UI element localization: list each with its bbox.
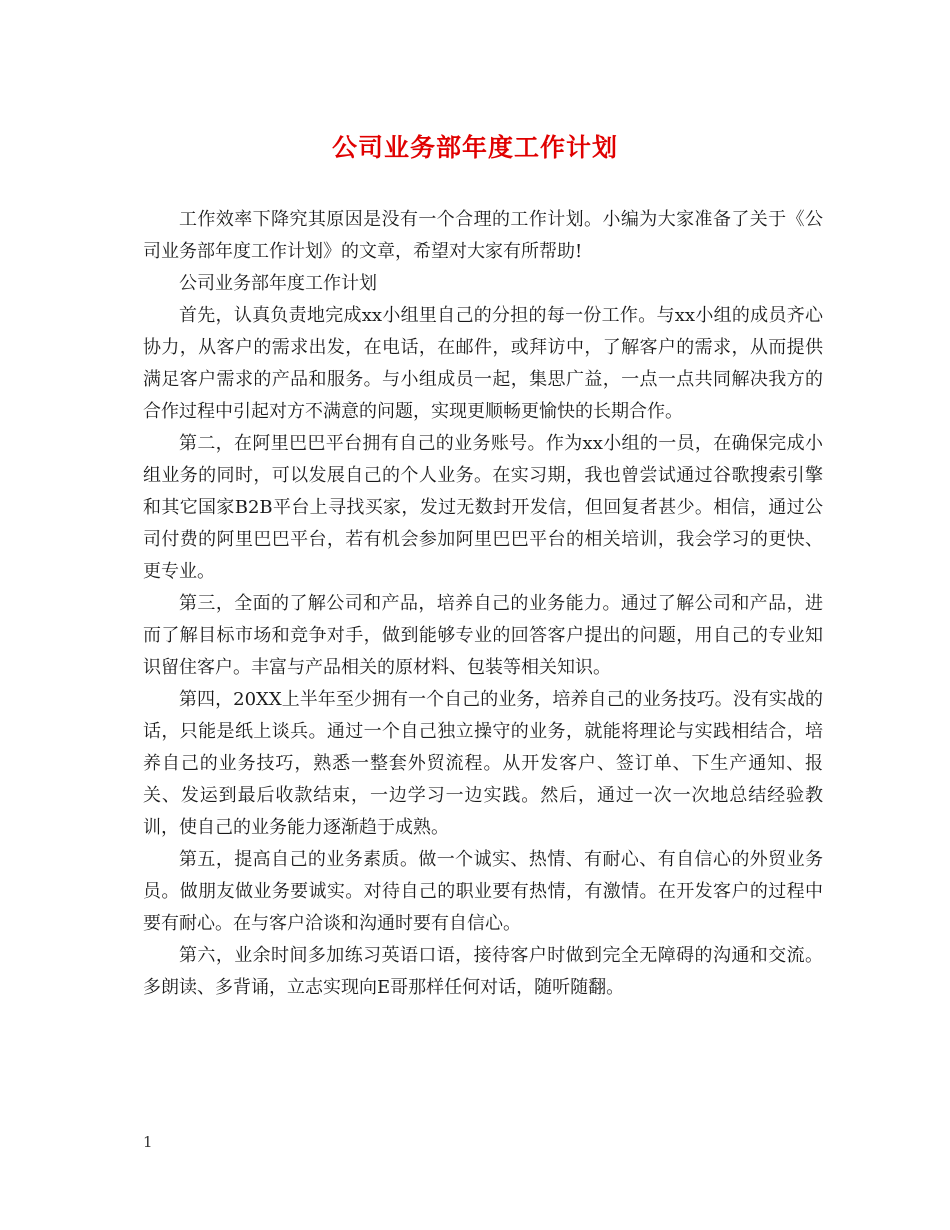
document-body — [143, 204, 823, 1004]
paragraph-first: 首先，认真负责地完成xx小组里自己的分担的每一份工作。与xx小组的成员齐心协力，从客户的需求出发，在电话，在邮件，或拜访中，了解客户的需求，从而提供满足客户需求的产品和服务。与小组成员一起，集思广益，一点一点共同解决我方的合作过程中引起对方不满意的问题，实现更顺畅更愉快的长期合作。 — [143, 305, 823, 422]
paragraph-third: 第三，全面的了解公司和产品，培养自己的业务能力。通过了解公司和产品，进而了解目标市场和竞争对手，做到能够专业的回答客户提出的问题，用自己的专业知识留住客户。丰富与产品相关的原材料、包装等相关知识。 — [143, 593, 823, 678]
paragraph-intro: 工作效率下降究其原因是没有一个合理的工作计划。小编为大家准备了关于《公司业务部年度工作计划》的文章，希望对大家有所帮助! — [143, 209, 823, 262]
paragraph-sixth: 第六，业余时间多加练习英语口语，接待客户时做到完全无障碍的沟通和交流。多朗读、多背诵，立志实现向E哥那样任何对话，随听随翻。 — [143, 945, 823, 998]
paragraph-subtitle: 公司业务部年度工作计划 — [179, 273, 377, 294]
page-number: 1 — [143, 1133, 153, 1151]
paragraph-fourth: 第四，20XX上半年至少拥有一个自己的业务，培养自己的业务技巧。没有实战的话，只能是纸上谈兵。通过一个自己独立操守的业务，就能将理论与实践相结合，培养自己的业务技巧，熟悉一整套外贸流程。从开发客户、签订单、下生产通知、报关、发运到最后收款结束，一边学习一边实践。然后，通过一次一次地总结经验教训，使自己的业务能力逐渐趋于成熟。 — [143, 689, 823, 838]
paragraph-second: 第二，在阿里巴巴平台拥有自己的业务账号。作为xx小组的一员，在确保完成小组业务的同时，可以发展自己的个人业务。在实习期，我也曾尝试通过谷歌搜索引擎和其它国家B2B平台上寻找买家，发过无数封开发信，但回复者甚少。相信，通过公司付费的阿里巴巴平台，若有机会参加阿里巴巴平台的相关培训，我会学习的更快、更专业。 — [143, 433, 823, 582]
document-title: 公司业务部年度工作计划 — [331, 133, 618, 162]
paragraph-fifth: 第五，提高自己的业务素质。做一个诚实、热情、有耐心、有自信心的外贸业务员。做朋友做业务要诚实。对待自己的职业要有热情，有激情。在开发客户的过程中要有耐心。在与客户洽谈和沟通时要有自信心。 — [143, 849, 823, 934]
